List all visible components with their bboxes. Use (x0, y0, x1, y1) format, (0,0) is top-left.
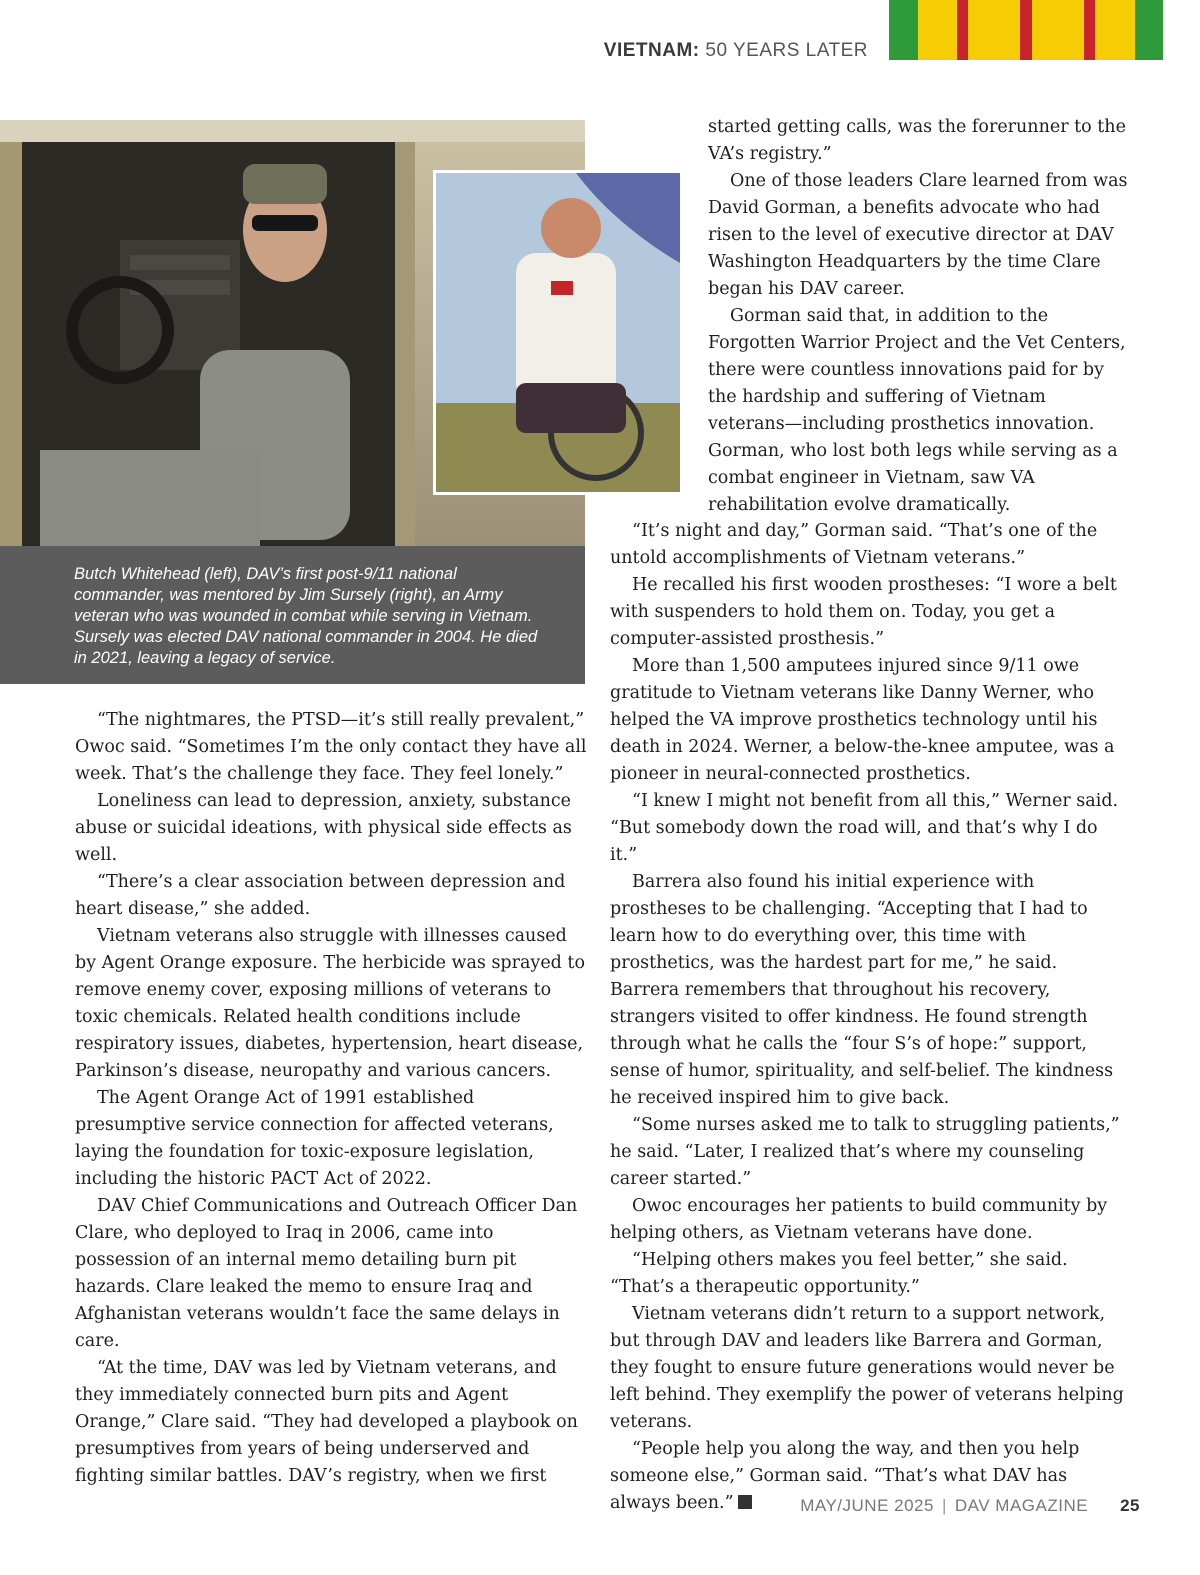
photo-veteran-in-wheelchair (433, 170, 683, 495)
ribbon-stripe (957, 0, 968, 60)
paragraph: Owoc encourages her patients to build community by helping others, as Vietnam veterans have done. (610, 1196, 1108, 1243)
paragraph: He recalled his first wooden prostheses: “I wore a belt with suspenders to hold them on. Today, you get a computer-assisted prosthesis.” (610, 575, 1117, 649)
paragraph: One of those leaders Clare learned from was David Gorman, a benefits advocate who had risen to the level of executive director at DAV Washington Headquarters by the time Clare began his DAV career. (708, 171, 1128, 299)
paragraph: “The nightmares, the PTSD—it’s still really prevalent,” Owoc said. “Sometimes I’m the only contact they have all week. That’s the challenge they face. They feel lonely.” (75, 710, 587, 784)
ribbon-stripe (1020, 0, 1031, 60)
photo-caption: Butch Whitehead (left), DAV’s first post-9/11 national commander, was mentored by Jim Sursely (right), an Army veteran who was wounded in combat while serving in Vietnam. Sursely was elected DAV national commander in 2004. He died in 2021, leaving a legacy of service. (0, 546, 585, 684)
paragraph: DAV Chief Communications and Outreach Officer Dan Clare, who deployed to Iraq in 2006, came into possession of an internal memo detailing burn pit hazards. Clare leaked the memo to ensure Iraq and Afghanistan veterans wouldn’t face the same delays in care. (75, 1196, 578, 1351)
paragraph: Loneliness can lead to depression, anxiety, substance abuse or suicidal ideations, with physical side effects as well. (75, 791, 572, 865)
paragraph: More than 1,500 amputees injured since 9/11 owe gratitude to Vietnam veterans like Danny Werner, who helped the VA improve prosthetics technology until his death in 2024. Werner, a below-the-knee amputee, was a pioneer in neural-connected prosthetics. (610, 656, 1115, 784)
ribbon-stripe (968, 0, 1020, 60)
end-of-article-icon (738, 1495, 752, 1509)
ribbon-stripe (918, 0, 958, 60)
kicker-strong: VIETNAM: (603, 40, 700, 61)
paragraph: “I knew I might not benefit from all this,” Werner said. “But somebody down the road will, and that’s why I do it.” (610, 791, 1119, 865)
paragraph: “Some nurses asked me to talk to struggling patients,” he said. “Later, I realized that’s where my counseling career started.” (610, 1115, 1120, 1189)
kicker-rest: 50 YEARS LATER (705, 40, 868, 61)
page-footer (800, 1496, 1140, 1516)
vietnam-service-ribbon-icon (889, 0, 1163, 60)
paragraph: “At the time, DAV was led by Vietnam veterans, and they immediately connected burn pits and Agent Orange,” Clare said. “They had developed a playbook on presumptives from years of being underserved and fighting similar battles. DAV’s registry, when we first (75, 1358, 578, 1486)
paragraph: started getting calls, was the forerunner to the VA’s registry.” (708, 117, 1126, 164)
section-kicker (604, 40, 868, 62)
ribbon-stripe (1084, 0, 1095, 60)
ribbon-stripe (1135, 0, 1164, 60)
paragraph: Vietnam veterans also struggle with illnesses caused by Agent Orange exposure. The herbicide was sprayed to remove enemy cover, exposing millions of veterans to toxic chemicals. Related health conditions include respiratory issues, diabetes, hypertension, heart disease, Parkinson’s disease, neuropathy and various cancers. (75, 926, 586, 1081)
footer-separator: | (941, 1496, 947, 1515)
final-paragraph-text: “People help you along the way, and then you help someone else,” Gorman said. “That’s what DAV has always been.” (610, 1439, 1080, 1513)
wheelchair-photo-illustration (436, 173, 680, 492)
page-header (0, 0, 1200, 90)
article-column-right-top (708, 114, 1128, 519)
article-column-left (75, 707, 587, 1490)
ribbon-stripe (1032, 0, 1084, 60)
paragraph: “There’s a clear association between depression and heart disease,” she added. (75, 872, 566, 919)
ribbon-stripe (889, 0, 918, 60)
article-column-right (610, 518, 1130, 1517)
paragraph: Gorman said that, in addition to the Forgotten Warrior Project and the Vet Centers, there were countless innovations paid for by the hardship and suffering of Vietnam veterans—including prosthetics innovation. Gorman, who lost both legs while serving as a combat engineer in Vietnam, saw VA rehabilitation evolve dramatically. (708, 306, 1126, 515)
magazine-name: DAV MAGAZINE (954, 1496, 1089, 1515)
paragraph: The Agent Orange Act of 1991 established presumptive service connection for affected veterans, laying the foundation for toxic-exposure legislation, including the historic PACT Act of 2022. (75, 1088, 554, 1189)
issue-date: MAY/JUNE 2025 (800, 1496, 934, 1515)
paragraph: “It’s night and day,” Gorman said. “That’s one of the untold accomplishments of Vietnam veterans.” (610, 521, 1098, 568)
paragraph: Barrera also found his initial experience with prostheses to be challenging. “Accepting that I had to learn how to do everything over, this time with prosthetics, was the hardest part for me,” he said. Barrera remembers that throughout his recovery, strangers visited to offer kindness. He found strength through what he calls the “four S’s of hope:” support, sense of humor, spirituality, and self-belief. The kindness he received inspired him to give back. (610, 872, 1114, 1108)
page-number: 25 (1120, 1496, 1140, 1515)
ribbon-stripe (1095, 0, 1135, 60)
paragraph: “Helping others makes you feel better,” she said. “That’s a therapeutic opportunity.” (610, 1250, 1068, 1297)
paragraph: Vietnam veterans didn’t return to a support network, but through DAV and leaders like Barrera and Gorman, they fought to ensure future generations would never be left behind. They exemplify the power of veterans helping veterans. (610, 1304, 1124, 1432)
